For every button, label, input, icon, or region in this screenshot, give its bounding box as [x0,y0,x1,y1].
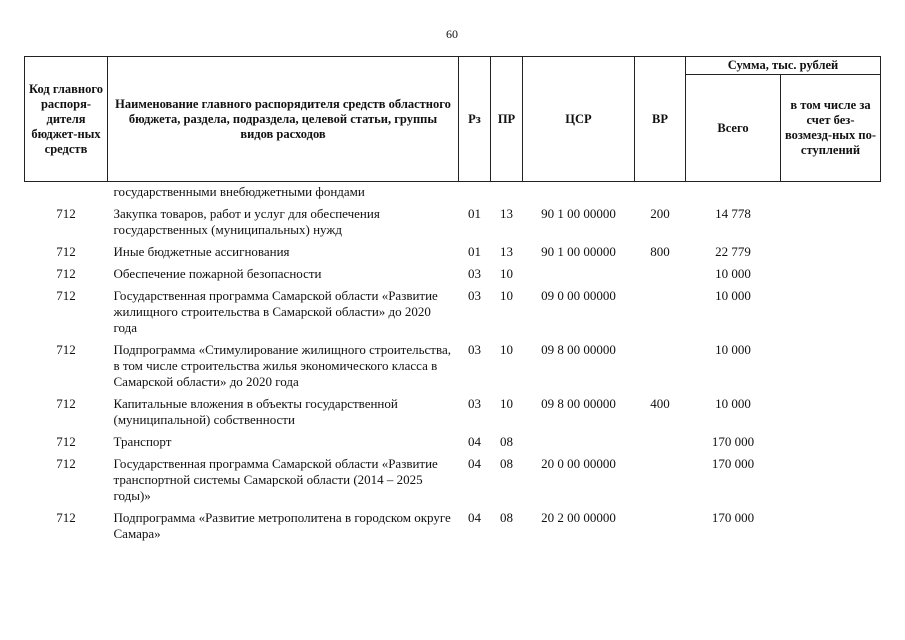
cell-grants [781,262,881,284]
cell-total: 14 778 [715,206,751,221]
cell-total: 10 000 [715,266,751,281]
cell-pr: 08 [500,456,513,471]
continuation-text: государственными внебюджетными фондами [113,184,365,199]
cell-csr [523,430,635,452]
cell-name: Закупка товаров, работ и услуг для обеспечения государственных (муниципальных) нужд [113,206,380,237]
cell-total: 10 000 [715,288,751,303]
table-row [25,430,881,452]
table-row [25,506,881,544]
table-header [25,57,881,182]
cell-vr: 800 [650,244,670,259]
cell-name: Государственная программа Самарской области «Развитие транспортной системы Самарской области (2014 – 2025 годы)» [113,456,438,503]
cell-csr: 09 8 00 00000 [541,396,616,411]
cell-code: 712 [56,244,76,259]
cell-vr [635,430,686,452]
cell-name: Государственная программа Самарской области «Развитие жилищного строительства в Самарской области» до 2020 года [113,288,438,335]
cell-vr [635,338,686,392]
table-row [25,240,881,262]
cell-rz: 04 [468,434,481,449]
header-vr: ВР [635,57,686,182]
cell-rz: 04 [468,456,481,471]
cell-pr: 13 [500,206,513,221]
cell-pr: 08 [500,510,513,525]
table-row [25,452,881,506]
cell-rz: 01 [468,206,481,221]
cell-grants [781,392,881,430]
cell-code: 712 [56,288,76,303]
table-row [25,262,881,284]
cell-grants [781,452,881,506]
cell-grants [781,506,881,544]
header-csr: ЦСР [523,57,635,182]
cell-total: 170 000 [711,510,755,525]
header-rz: Рз [459,57,491,182]
header-sum-group: Сумма, тыс. рублей [686,57,881,75]
header-grants: в том числе за счет без-возмезд-ных по-ступлений [781,75,881,182]
cell-rz: 01 [468,244,481,259]
cell-vr: 200 [650,206,670,221]
header-code: Код главного распоря-дителя бюджет-ных средств [25,57,108,182]
cell-csr: 20 2 00 00000 [541,510,616,525]
cell-csr: 09 0 00 00000 [541,288,616,303]
cell-csr: 20 0 00 00000 [541,456,616,471]
table-row [25,202,881,240]
table-row [25,338,881,392]
cell-code: 712 [56,266,76,281]
cell-name: Обеспечение пожарной безопасности [113,266,322,281]
cell-total: 170 000 [711,456,755,471]
header-total: Всего [686,75,781,182]
cell-code: 712 [56,342,76,357]
cell-pr: 10 [500,342,513,357]
cell-rz: 03 [468,396,481,411]
budget-table [24,56,881,544]
cell-name: Иные бюджетные ассигнования [113,244,290,259]
header-pr: ПР [491,57,523,182]
table-row [25,392,881,430]
table-body [25,182,881,545]
cell-code: 712 [56,510,76,525]
cell-vr: 400 [650,396,670,411]
cell-pr: 10 [500,288,513,303]
cell-pr: 08 [500,434,513,449]
cell-grants [781,338,881,392]
page-number: 60 [446,27,458,41]
cell-grants [781,202,881,240]
cell-csr: 90 1 00 00000 [541,206,616,221]
cell-pr: 10 [500,396,513,411]
table-row [25,284,881,338]
table-row-continuation [25,182,881,203]
cell-csr: 90 1 00 00000 [541,244,616,259]
cell-csr: 09 8 00 00000 [541,342,616,357]
cell-grants [781,430,881,452]
cell-code: 712 [56,434,76,449]
cell-total: 10 000 [715,342,751,357]
cell-grants [781,284,881,338]
cell-name: Транспорт [113,434,172,449]
cell-vr [635,452,686,506]
cell-rz: 03 [468,342,481,357]
cell-total: 170 000 [711,434,755,449]
cell-vr [635,262,686,284]
header-name: Наименование главного распорядителя средств областного бюджета, раздела, подраздела, целевой статьи, группы видов расходов [108,57,459,182]
cell-rz: 03 [468,266,481,281]
cell-pr: 13 [500,244,513,259]
cell-vr [635,506,686,544]
cell-code: 712 [56,206,76,221]
cell-name: Подпрограмма «Развитие метрополитена в городском округе Самара» [113,510,451,541]
cell-name: Капитальные вложения в объекты государственной (муниципальной) собственности [113,396,398,427]
cell-csr [523,262,635,284]
cell-code: 712 [56,396,76,411]
cell-rz: 04 [468,510,481,525]
cell-total: 10 000 [715,396,751,411]
cell-grants [781,240,881,262]
cell-code: 712 [56,456,76,471]
cell-total: 22 779 [715,244,751,259]
cell-pr: 10 [500,266,513,281]
cell-rz: 03 [468,288,481,303]
cell-name: Подпрограмма «Стимулирование жилищного строительства, в том числе строительства жилья экономического класса в Самарской области» до 2020 года [113,342,451,389]
cell-vr [635,284,686,338]
